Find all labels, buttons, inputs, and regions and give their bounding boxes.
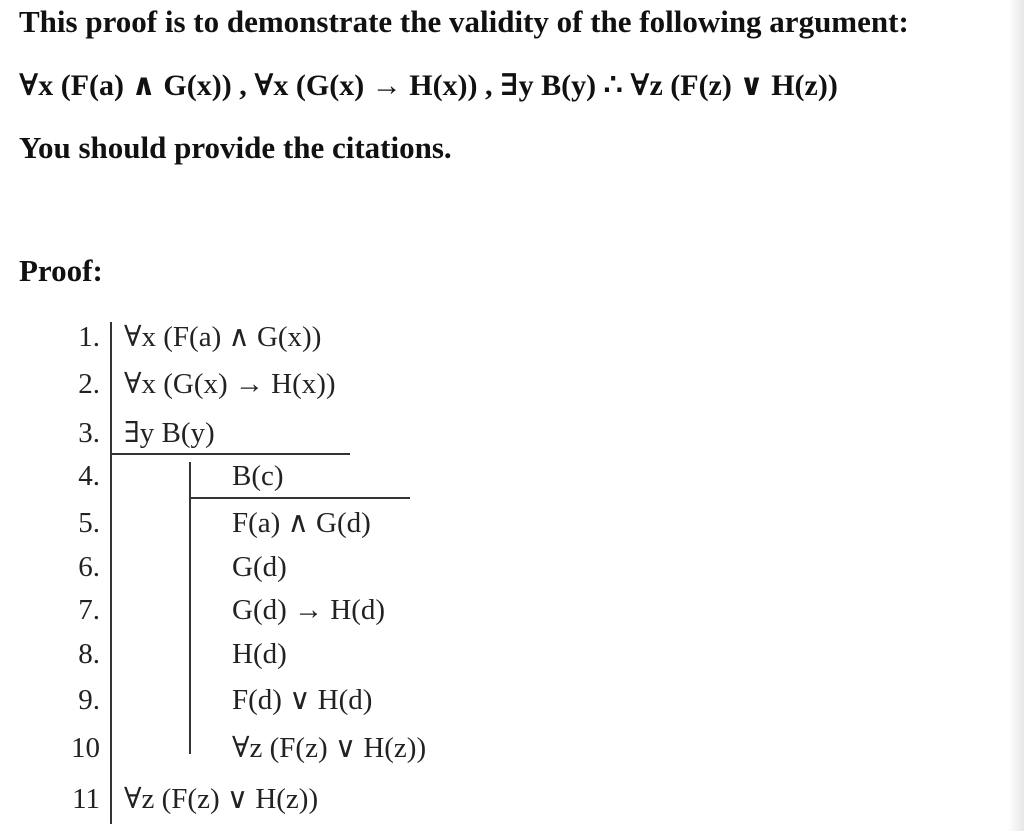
proof-label: Proof:	[19, 253, 103, 288]
assumption-formula: B(c)	[232, 460, 284, 492]
derived-formula: F(d) ∨ H(d)	[232, 684, 373, 716]
line-number: 3.	[78, 417, 100, 449]
instruction-text: You should provide the citations.	[19, 130, 452, 165]
derived-formula: F(a) ∧ G(d)	[232, 507, 371, 539]
premise-divider	[110, 453, 350, 455]
line-number: 7.	[78, 594, 100, 626]
derived-formula: H(d)	[232, 638, 287, 670]
line-number: 2.	[78, 368, 100, 400]
conclusion-formula: ∀z (F(z) ∨ H(z))	[124, 783, 319, 815]
line-number: 4.	[78, 460, 100, 492]
line-number: 9.	[78, 684, 100, 716]
line-number: 1.	[78, 321, 100, 353]
problem-statement: This proof is to demonstrate the validity of the following argument:	[19, 4, 909, 39]
page-edge-shadow	[1008, 0, 1024, 831]
derived-formula: G(d) → H(d)	[232, 594, 386, 626]
main-proof-bar	[110, 322, 112, 824]
assumption-divider	[189, 497, 410, 499]
line-number: 11	[72, 783, 100, 815]
line-number: 10	[71, 732, 100, 764]
argument-formula: ∀x (F(a) ∧ G(x)) , ∀x (G(x) → H(x)) , ∃y B(y) ∴ ∀z (F(z) ∨ H(z))	[19, 69, 838, 102]
premise-formula: ∃y B(y)	[124, 417, 215, 449]
premise-formula: ∀x (F(a) ∧ G(x))	[124, 321, 322, 353]
premise-formula: ∀x (G(x) → H(x))	[124, 368, 336, 400]
subproof-bar	[189, 462, 191, 754]
line-number: 6.	[78, 551, 100, 583]
line-number: 8.	[78, 638, 100, 670]
derived-formula: G(d)	[232, 551, 287, 583]
derived-formula: ∀z (F(z) ∨ H(z))	[232, 732, 427, 764]
line-number: 5.	[78, 507, 100, 539]
